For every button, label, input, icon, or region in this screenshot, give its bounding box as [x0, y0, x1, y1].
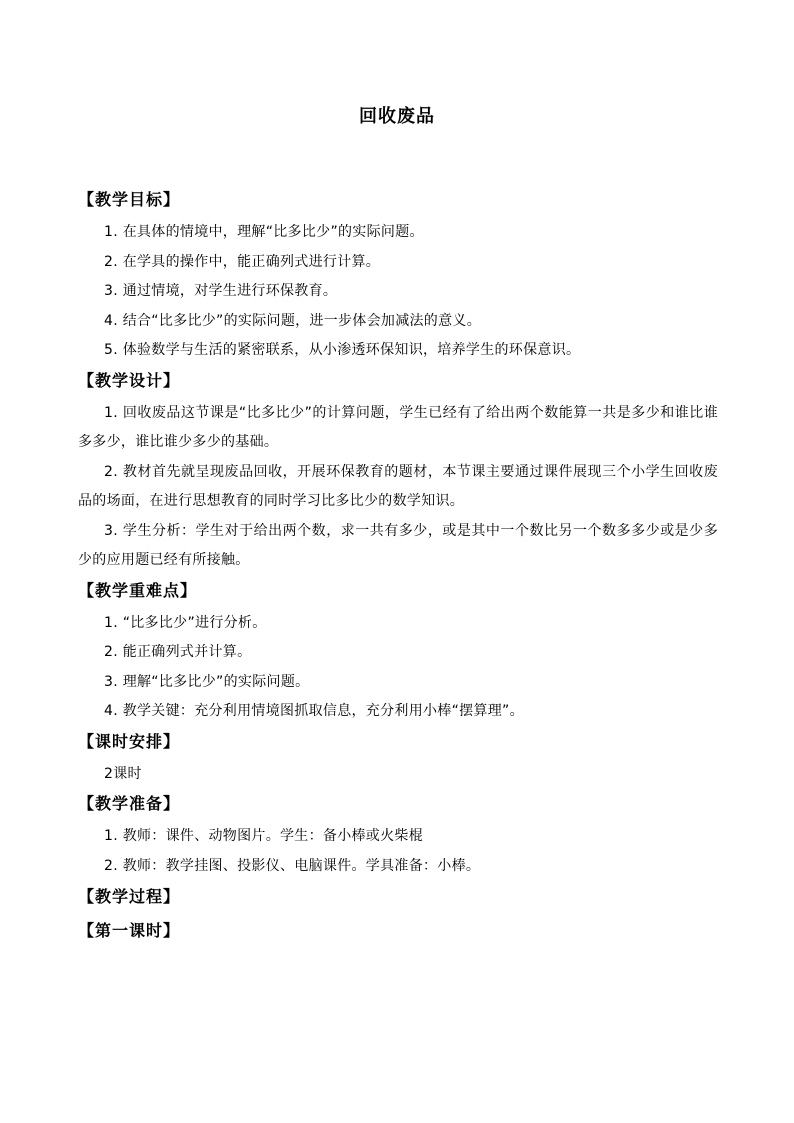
design-paragraph: 1. 回收废品这节课是“比多比少”的计算问题，学生已经有了给出两个数能算一共是多少和谁比谁多多少，谁比谁少多少的基础。: [78, 404, 718, 450]
list-item: 1. “比多比少”进行分析。: [104, 614, 267, 631]
list-item: 4. 结合“比多比少”的实际问题，进一步体会加减法的意义。: [104, 312, 482, 329]
list-item: 1. 教师：课件、动物图片。学生：备小棒或火柴棍: [104, 828, 424, 844]
list-item: 1. 在具体的情境中，理解“比多比少”的实际问题。: [104, 224, 424, 240]
list-item: 3. 理解“比多比少”的实际问题。: [104, 673, 310, 690]
goals-list: [78, 218, 718, 366]
section-heading-goals: 【教学目标】: [78, 190, 181, 209]
list-item: 2. 能正确列式并计算。: [104, 644, 252, 660]
list-item: 3. 通过情境，对学生进行环保教育。: [104, 283, 338, 299]
section-heading-process: 【教学过程】: [78, 887, 181, 906]
design-paragraph: 2. 教材首先就呈现废品回收，开展环保教育的题材，本节课主要通过课件展现三个小学生回收废品的场面，在进行思想教育的同时学习比多比少的数学知识。: [78, 463, 718, 509]
list-item: 2. 在学具的操作中，能正确列式进行计算。: [104, 253, 381, 270]
design-paragraph: 3. 学生分析：学生对于给出两个数，求一共有多少，或是其中一个数比另一个数多多少或是少多少的应用题已经有所接触。: [78, 522, 718, 568]
preparation-list: [78, 822, 718, 881]
page-title: 回收废品: [359, 106, 435, 127]
list-item: 5. 体验数学与生活的紧密联系，从小渗透环保知识，培养学生的环保意识。: [104, 342, 581, 358]
section-heading-design: 【教学设计】: [78, 370, 181, 390]
list-item: 2. 教师：教学挂图、投影仪、电脑课件。学具准备：小棒。: [104, 857, 481, 874]
section-heading-schedule: 【课时安排】: [78, 731, 181, 751]
section-heading-key-points: 【教学重难点】: [78, 580, 198, 600]
section-heading-first-lesson: 【第一课时】: [78, 921, 181, 940]
key-points-list: [78, 609, 718, 727]
list-item: 4. 教学关键：充分利用情境图抓取信息，充分利用小棒“摆算理”。: [104, 703, 524, 719]
section-heading-preparation: 【教学准备】: [78, 794, 181, 813]
document-body: [78, 188, 718, 943]
schedule-text: 2课时: [104, 765, 142, 782]
